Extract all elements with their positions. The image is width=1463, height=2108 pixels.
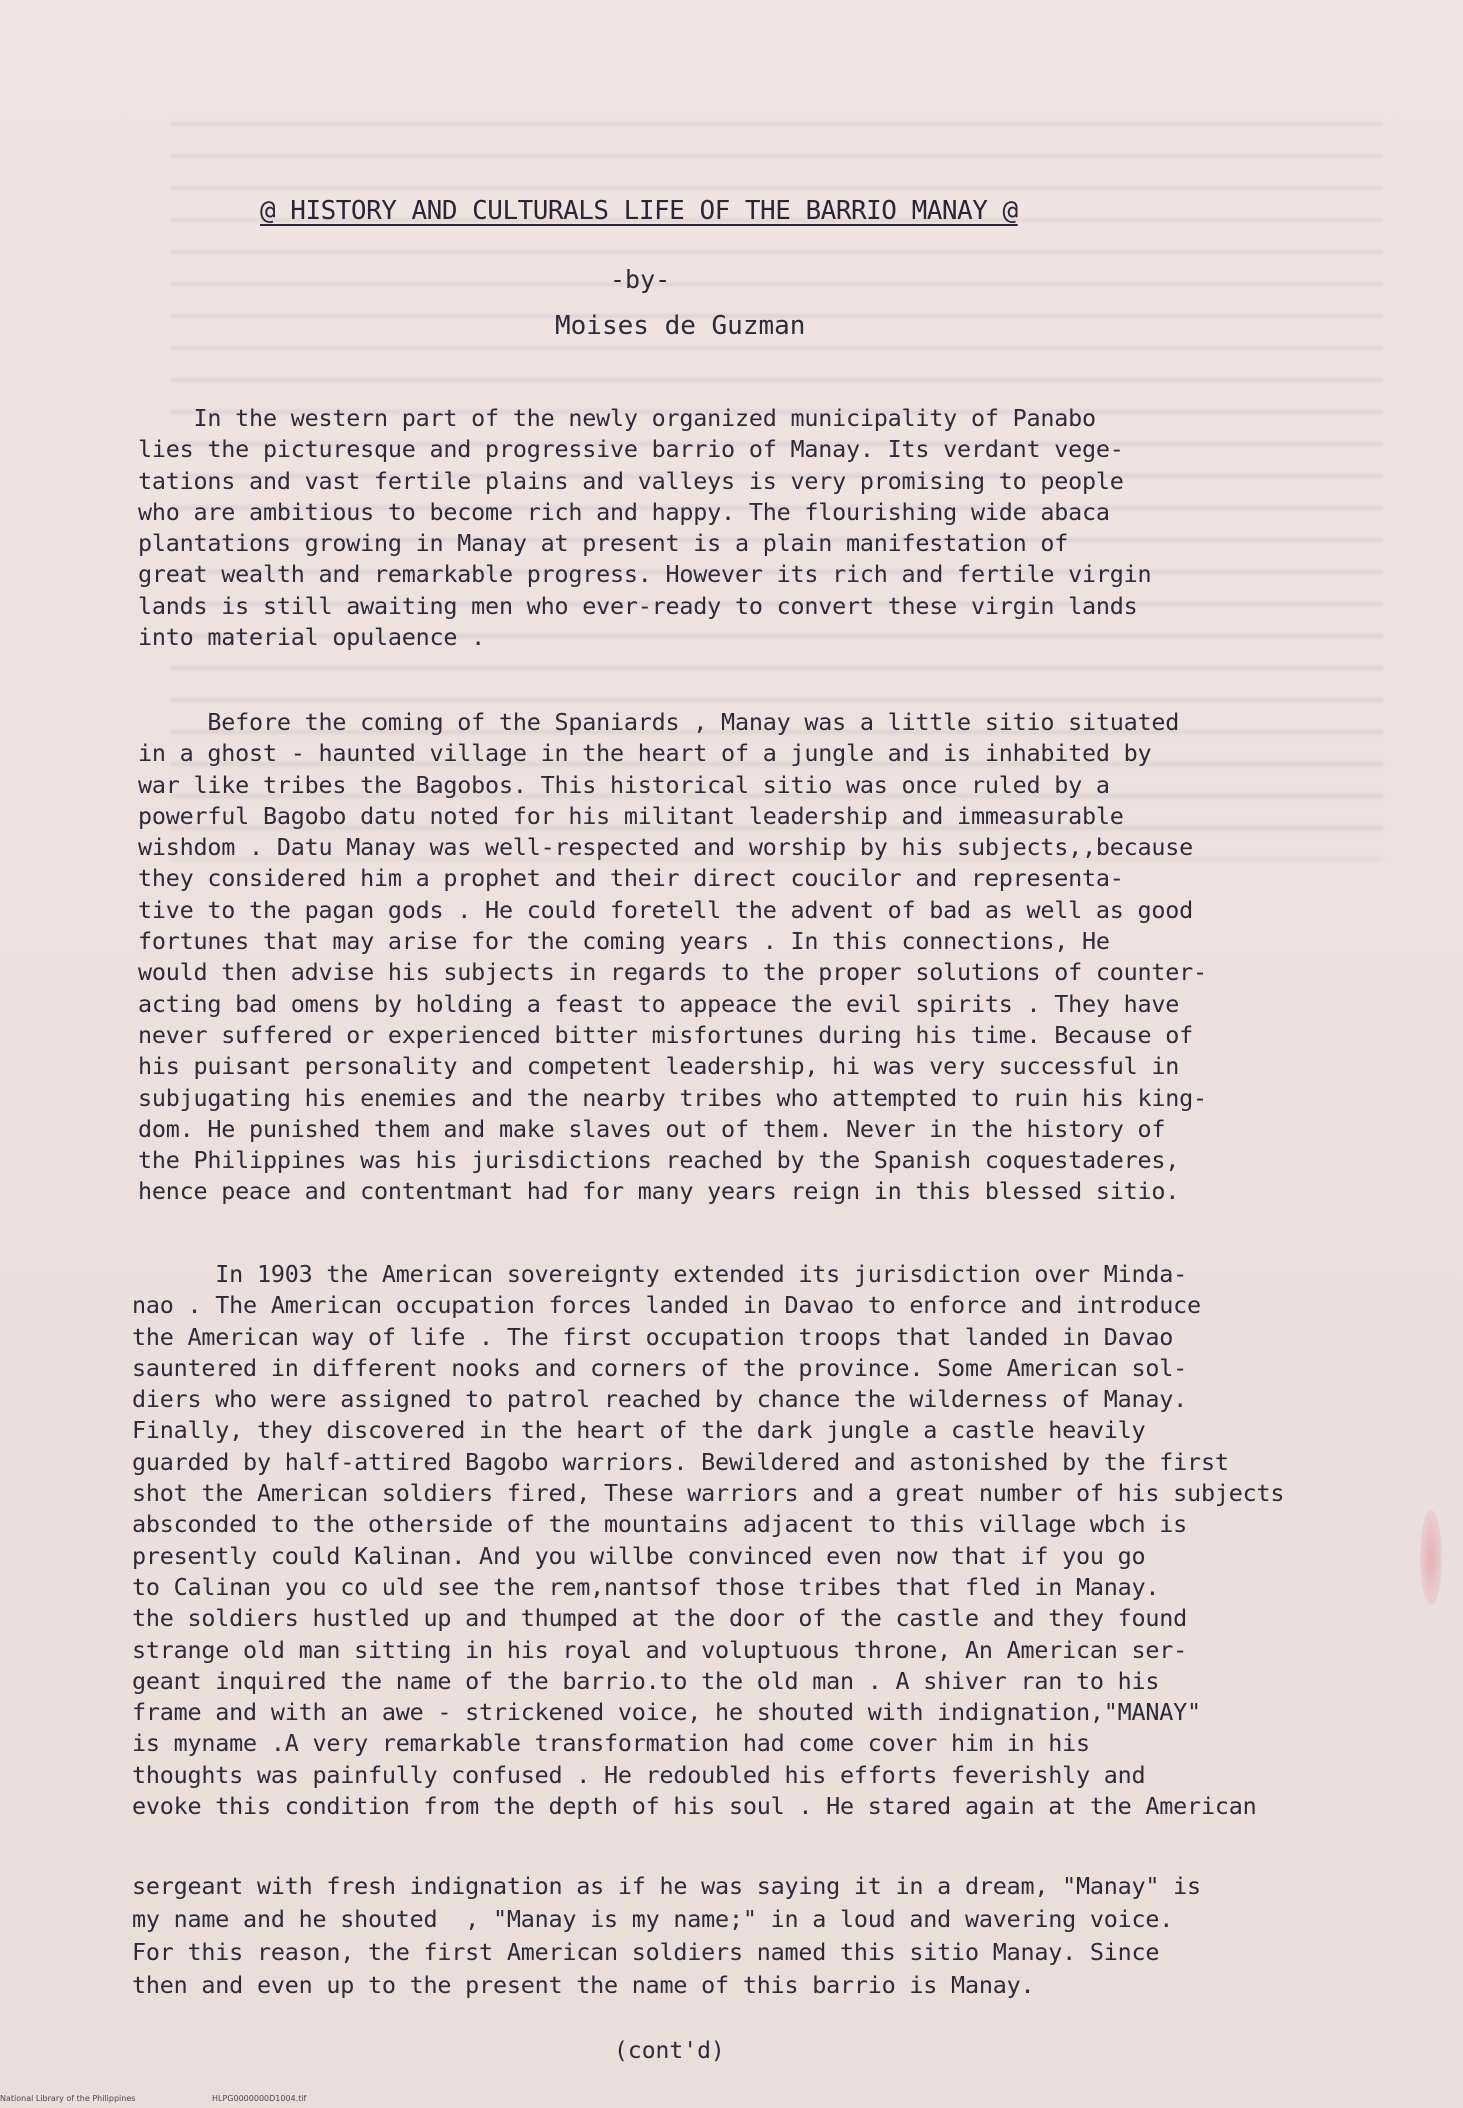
author-name: Moises de Guzman (555, 311, 806, 341)
paragraph-2: Before the coming of the Spaniards , Manay was a little sitio situated in a ghost - haunted village in the heart of a jungle and is inhabited by war like tribes the Bagobos. This historical sitio was once ruled by a powerful Bagobo datu noted for his militant leadership and immeasurable wishdom . Datu Manay was well-respected and worship by his subjects,,because they considered him a prophet and their direct coucilor and representa- tive to the pagan gods . He could foretell the advent of bad as well as good fortunes that may arise for the coming years . In this connections, He would then advise his subjects in regards to the proper solutions of counter- acting bad omens by holding a feast to appeace the evil spirits . They have never suffered or experienced bitter misfortunes during his time. Because of his puisant personality and competent leadership, hi was very successful in subjugating his enemies and the nearby tribes who attempted to ruin his king- dom. He punished them and make slaves out of them. Never in the history of the Philippines was his jurisdictions reached by the Spanish coquestaderes, hence peace and contentmant had for many years reign in this blessed sitio. (138, 708, 1207, 1206)
ink-stain (1420, 1510, 1442, 1605)
paragraph-3: In 1903 the American sovereignty extended its jurisdiction over Minda- nao . The American occupation forces landed in Davao to enforce and introduce the American way of life . The first occupation troops that landed in Davao sauntered in different nooks and corners of the province. Some American sol- diers who were assigned to patrol reached by chance the wilderness of Manay. Finally, they discovered in the heart of the dark jungle a castle heavily guarded by half-attired Bagobo warriors. Bewildered and astonished by the first shot the American soldiers fired, These warriors and a great number of his subjects absconded to the otherside of the mountains adjacent to this village wbch is presently could Kalinan. And you willbe convinced even now that if you go to Calinan you co uld see the rem,nantsof those tribes that fled in Manay. the soldiers hustled up and thumped at the door of the castle and they found strange old man sitting in his royal and voluptuous throne, An American ser- geant inquired the name of the barrio.to the old man . A shiver ran to his frame and with an awe - strickened voice, he shouted with indignation,"MANAY" is myname .A very remarkable transformation had come cover him in his thoughts was painfully confused . He redoubled his efforts feverishly and evoke this condition from the depth of his soul . He stared again at the American (132, 1260, 1285, 1821)
footer-credit: National Library of the Philippines (0, 2094, 136, 2103)
paragraph-1: In the western part of the newly organized municipality of Panabo lies the picturesque and progressive barrio of Manay. Its verdant vege- tations and vast fertile plains and valleys is very promising to people who are ambitious to become rich and happy. The flourishing wide abaca plantations growing in Manay at present is a plain manifestation of great wealth and remarkable progress. However its rich and fertile virgin lands is still awaiting men who ever-ready to convert these virgin lands into material opulaence . (138, 404, 1152, 652)
byline: -by- (610, 265, 671, 294)
footer-filename: HLPG0000000D1004.tif (212, 2094, 307, 2103)
paragraph-4: sergeant with fresh indignation as if he was saying it in a dream, "Manay" is my name and he shouted , "Manay is my name;" in a loud and wavering voice. For this reason, the first American soldiers named this sitio Manay. Since then and even up to the present the name of this barrio is Manay. (132, 1872, 1201, 1999)
continued-marker: (cont'd) (614, 2038, 725, 2064)
document-title: @ HISTORY AND CULTURALS LIFE OF THE BARRIO MANAY @ (260, 196, 1018, 226)
